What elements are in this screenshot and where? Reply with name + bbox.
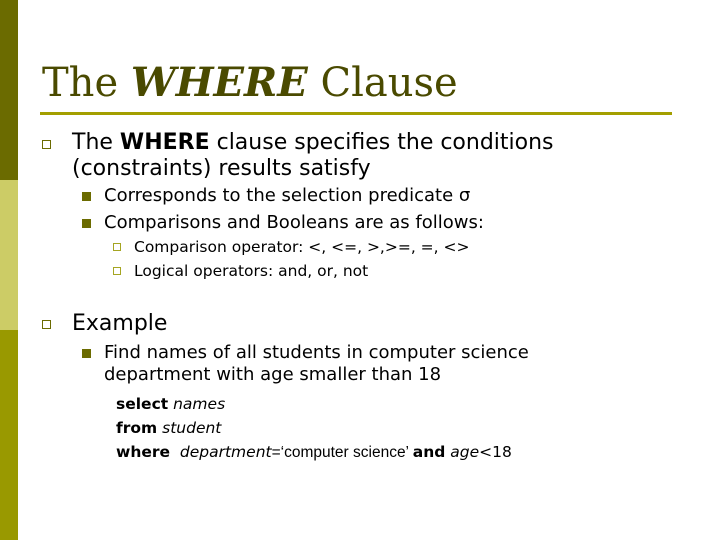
query-from-line <box>116 418 221 438</box>
bullet-filled-icon <box>82 192 91 201</box>
where-keyword: where <box>116 443 171 461</box>
select-keyword: select <box>116 395 169 413</box>
bullet-1a: Corresponds to the selection predicate σ <box>104 185 471 206</box>
bullet-2a-line-2: department with age smaller than 18 <box>104 364 442 385</box>
slide-title <box>42 58 458 108</box>
bullet-small-square-icon <box>113 267 121 275</box>
title-suffix: Clause <box>307 60 458 106</box>
and-keyword: and <box>412 443 446 461</box>
side-bar-top <box>0 0 18 180</box>
age-attribute: age <box>450 443 480 461</box>
from-argument: student <box>162 419 222 437</box>
bullet-1-pre: The <box>72 130 120 155</box>
side-bar-middle <box>0 180 18 330</box>
bullet-2: Example <box>72 311 168 336</box>
from-keyword: from <box>116 419 158 437</box>
bullet-square-icon <box>42 140 51 149</box>
bullet-small-square-icon <box>113 243 121 251</box>
bullet-filled-icon <box>82 349 91 358</box>
where-attribute: department <box>179 443 272 461</box>
side-bar-bottom <box>0 330 18 540</box>
title-prefix: The <box>42 60 131 106</box>
bullet-filled-icon <box>82 219 91 228</box>
query-select-line <box>116 394 225 414</box>
title-emphasis: WHERE <box>130 59 308 106</box>
bullet-1-keyword: WHERE <box>119 130 210 155</box>
bullet-2a-line-1: Find names of all students in computer science <box>104 342 529 363</box>
bullet-1b: Comparisons and Booleans are as follows: <box>104 212 484 233</box>
bullet-1-line-2: (constraints) results satisfy <box>72 156 371 181</box>
age-condition: <18 <box>479 443 512 461</box>
bullet-1b-i: Comparison operator: <, <=, >,>=, =, <> <box>134 238 470 256</box>
bullet-1-line-1 <box>72 130 554 156</box>
bullet-1-post: clause specifies the conditions <box>209 130 554 155</box>
select-argument: names <box>173 395 226 413</box>
bullet-square-icon <box>42 320 51 329</box>
bullet-1b-ii: Logical operators: and, or, not <box>134 262 369 280</box>
title-rule <box>40 112 672 115</box>
where-condition: =‘computer science’ <box>271 444 413 461</box>
query-where-line <box>116 442 512 463</box>
